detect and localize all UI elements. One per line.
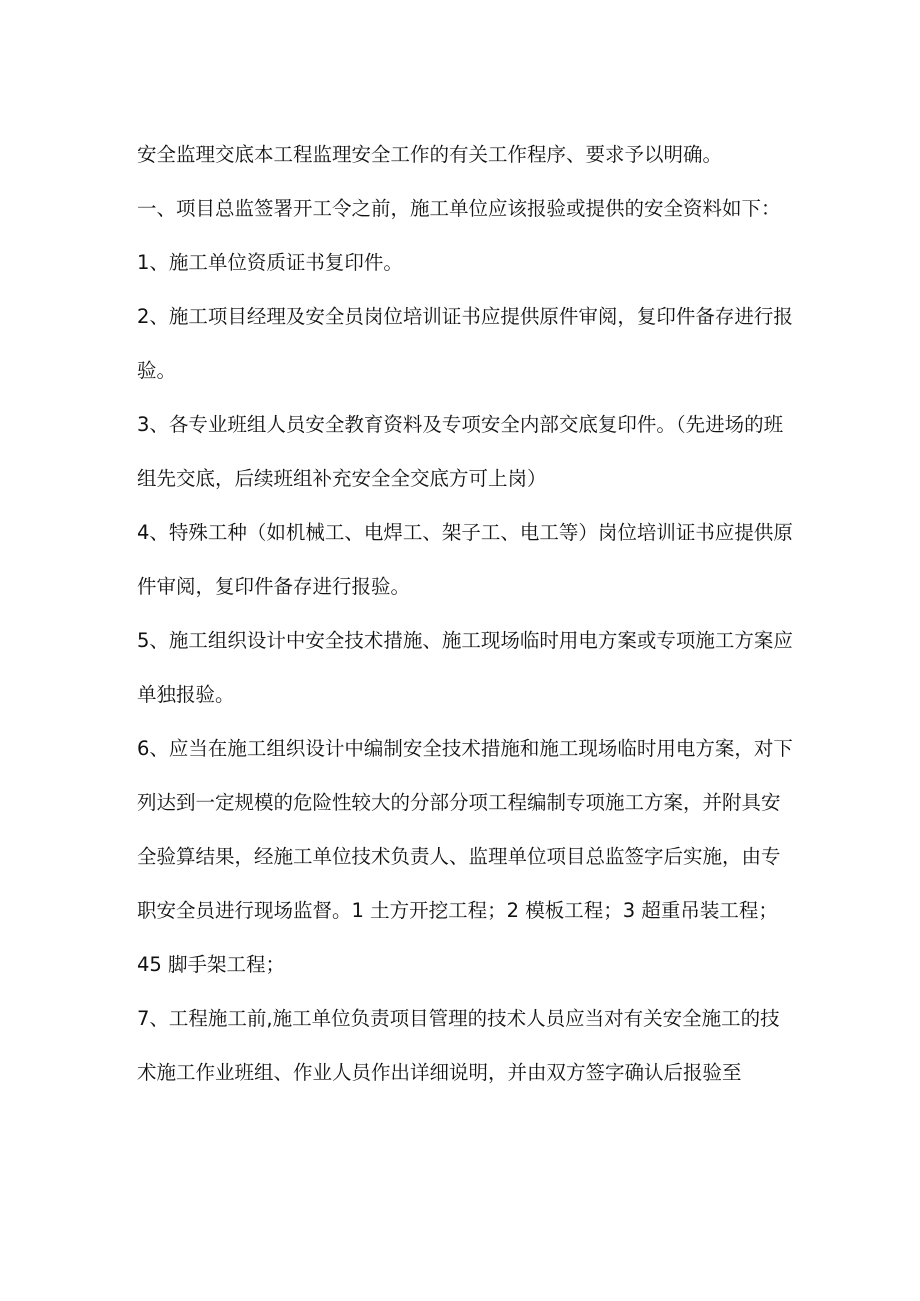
paragraph-item-1: 1、施工单位资质证书复印件。	[137, 251, 403, 274]
paragraph-item-2: 2、施工项目经理及安全员岗位培训证书应提供原件审阅，复印件备存进行报验。	[137, 305, 793, 382]
paragraph-item-6: 6、应当在施工组织设计中编制安全技术措施和施工现场临时用电方案，对下列达到一定规模的危险性较大的分部分项工程编制专项施工方案，并附具安全验算结果，经施工单位技术负责人、监理单位项目总监签字后实施，由专职安全员进行现场监督。1 土方开挖工程；2 模板工程；3 超重吊装工程；45 脚手架工程；	[137, 737, 793, 976]
paragraph-item-7: 7、工程施工前,施工单位负责项目管理的技术人员应当对有关安全施工的技术施工作业班组、作业人员作出详细说明，并由双方签字确认后报验至	[137, 1007, 780, 1084]
paragraph-intro: 安全监理交底本工程监理安全工作的有关工作程序、要求予以明确。	[137, 143, 723, 166]
paragraph-item-4: 4、特殊工种（如机械工、电焊工、架子工、电工等）岗位培训证书应提供原件审阅，复印件备存进行报验。	[137, 521, 793, 598]
paragraph-item-5: 5、施工组织设计中安全技术措施、施工现场临时用电方案或专项施工方案应单独报验。	[137, 629, 793, 706]
paragraph-item-3: 3、各专业班组人员安全教育资料及专项安全内部交底复印件。（先进场的班组先交底，后续班组补充安全全交底方可上岗）	[137, 413, 784, 490]
document-body	[137, 128, 797, 1100]
paragraph-section-1-heading: 一、项目总监签署开工令之前，施工单位应该报验或提供的安全资料如下：	[137, 197, 781, 220]
